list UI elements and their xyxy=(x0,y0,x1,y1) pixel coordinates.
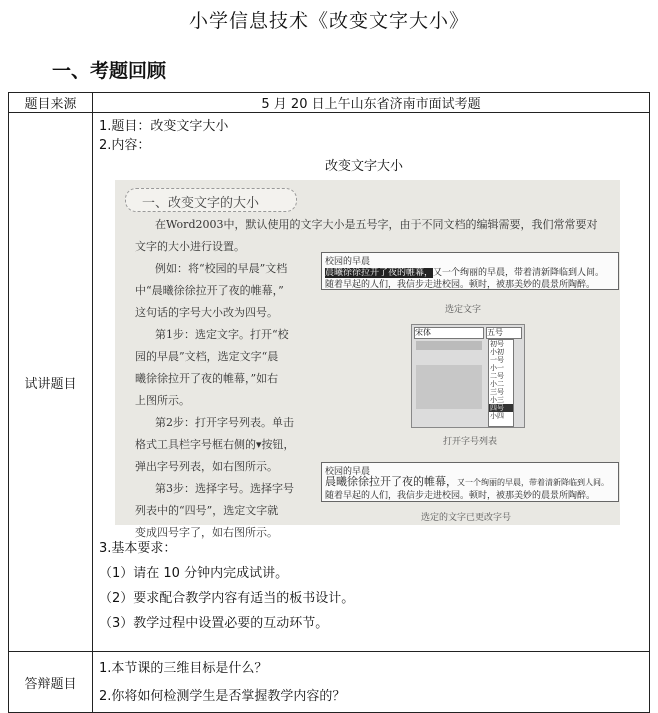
font-size-list xyxy=(488,339,514,427)
photo-paragraph: 这句话的字号大小改为四号。 xyxy=(135,306,278,319)
font-name-box: 宋体 xyxy=(414,327,484,339)
defense-label: 答辩题目 xyxy=(9,652,93,713)
size-option: 一号 xyxy=(490,356,504,364)
defense-question: 1.本节课的三维目标是什么？ xyxy=(99,661,268,676)
exam-table xyxy=(8,92,650,713)
size-option: 二号 xyxy=(490,372,504,380)
section-heading: 一、考题回顾 xyxy=(52,60,167,82)
photo-paragraph: 第3步：选择字号。选择字号 xyxy=(155,482,294,495)
photo-paragraph: 上图所示。 xyxy=(135,394,190,407)
requirements-label: 3.基本要求： xyxy=(99,541,177,556)
defense-question: 2.你将如何检测学生是否掌握教学内容的？ xyxy=(99,689,346,704)
size-option: 小三 xyxy=(490,396,504,404)
content-label: 2.内容： xyxy=(99,138,151,153)
photo-section-title: 一、改变文字的大小 xyxy=(142,196,260,211)
source-value: 5 月 20 日上午山东省济南市面试考题 xyxy=(93,93,650,113)
resized-text: 晨曦徐徐拉开了夜的帷幕， xyxy=(325,475,457,488)
requirement-item: （2）要求配合教学内容有适当的板书设计。 xyxy=(99,591,355,606)
photo-paragraph: 曦徐徐拉开了夜的帷幕，”如右 xyxy=(135,372,279,385)
photo-paragraph: 园的早晨”文档，选定文字“晨 xyxy=(135,350,279,363)
size-option-selected: 四号 xyxy=(489,404,513,412)
caption-resized: 选定的文字已更改字号 xyxy=(421,513,512,523)
photo-paragraph: 第1步：选定文字。打开“校 xyxy=(155,328,289,341)
table-row xyxy=(9,652,650,713)
table-row xyxy=(9,113,650,652)
document-title: 小学信息技术《改变文字大小》 xyxy=(188,10,469,32)
requirement-item: （1）请在 10 分钟内完成试讲。 xyxy=(99,566,289,581)
photo-paragraph: 列表中的“四号”，选定文字就 xyxy=(135,504,279,517)
photo-paragraph: 文字的大小进行设置。 xyxy=(135,240,245,253)
textbook-photo xyxy=(115,180,620,539)
table-row xyxy=(9,93,650,113)
caption-select: 选定文字 xyxy=(445,305,482,315)
trial-cell xyxy=(93,113,650,652)
source-label: 题目来源 xyxy=(9,93,93,113)
defense-cell xyxy=(93,652,650,713)
sample-box-title: 校园的早晨 xyxy=(325,257,371,267)
sample-box-line3: 随着早起的人们，我信步走进校园。顿时，被那美妙的晨景所陶醉。 xyxy=(325,280,596,290)
toolbar-strip xyxy=(416,341,482,350)
sample-box-line xyxy=(325,473,609,489)
size-option: 小四 xyxy=(490,412,504,420)
photo-paragraph: 中“晨曦徐徐拉开了夜的帷幕，” xyxy=(135,284,284,297)
photo-paragraph: 变成四号字了，如右图所示。 xyxy=(135,526,278,539)
font-size-box: 五号 xyxy=(486,327,522,339)
sample-box-title: 校园的早晨 xyxy=(325,467,371,477)
sample-box-rest: 又一个绚丽的早晨，带着清新降临到人间。 xyxy=(457,478,609,487)
requirement-item: （3）教学过程中设置必要的互动环节。 xyxy=(99,616,329,631)
sample-box-rest: 又一个绚丽的早晨，带着清新降临到人间。 xyxy=(433,268,605,278)
content-title: 改变文字大小 xyxy=(325,159,404,174)
photo-paragraph: 第2步：打开字号列表。单击 xyxy=(155,416,294,429)
size-option: 三号 xyxy=(490,388,504,396)
size-option: 小初 xyxy=(490,348,504,356)
size-option: 初号 xyxy=(490,340,504,348)
sample-box-line3: 随着早起的人们，我信步走进校园。顿时，被那美妙的晨景所陶醉。 xyxy=(325,491,596,501)
photo-paragraph: 弹出字号列表，如右图所示。 xyxy=(135,460,278,473)
selected-text: 晨曦徐徐拉开了夜的帷幕， xyxy=(325,268,434,278)
photo-section-bar xyxy=(125,188,297,212)
photo-paragraph: 在Word2003中，默认使用的文字大小是五号字，由于不同文档的编辑需要，我们常常要对 xyxy=(155,218,598,231)
sample-box-selected xyxy=(321,252,619,290)
size-option: 小二 xyxy=(490,380,504,388)
photo-paragraph: 例如：将“校园的早晨”文档 xyxy=(155,262,288,275)
trial-label: 试讲题目 xyxy=(9,113,93,652)
photo-paragraph: 格式工具栏字号框右侧的▾按钮， xyxy=(135,438,295,451)
size-option: 小一 xyxy=(490,364,504,372)
toolbar-preview xyxy=(416,365,482,409)
sample-box-resized xyxy=(321,462,619,502)
caption-open-list: 打开字号列表 xyxy=(443,437,498,447)
topic-line: 1.题目：改变文字大小 xyxy=(99,119,229,134)
font-size-toolbar xyxy=(411,324,525,428)
